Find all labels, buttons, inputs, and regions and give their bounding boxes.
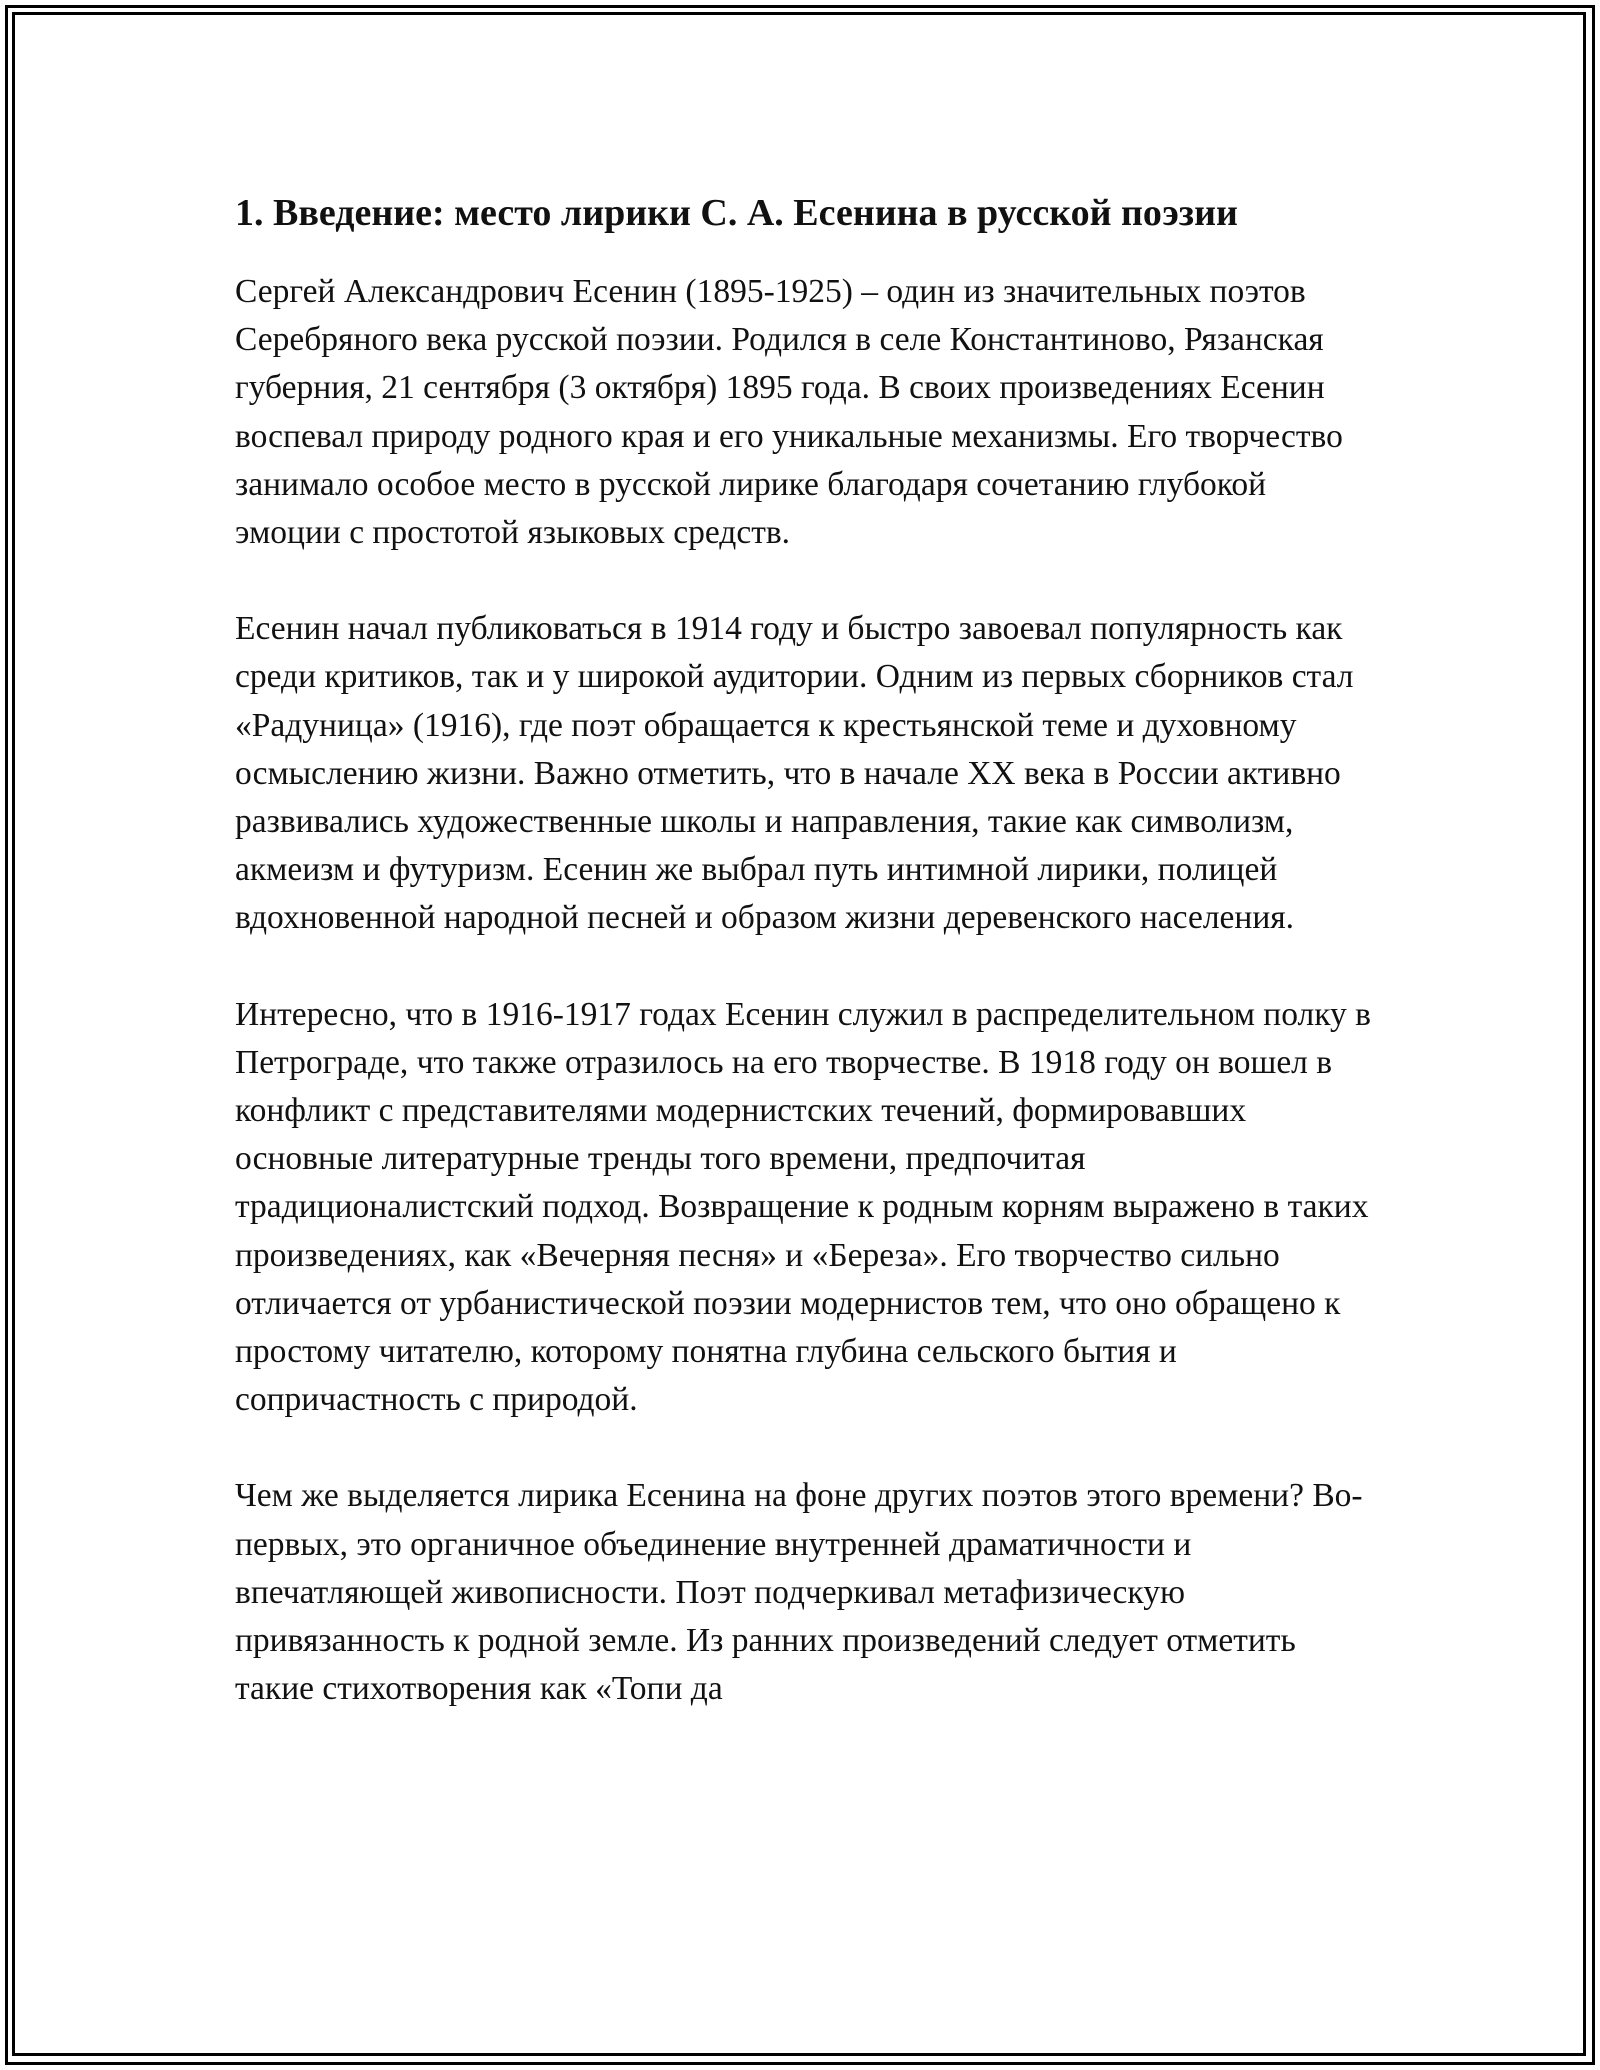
document-page xyxy=(235,188,1375,1761)
paragraph-3: Интересно, что в 1916-1917 годах Есенин служил в распределительном полку в Петрограде, что также отразилось на его творчестве. В 1918 году он вошел в конфликт с представителями модернистских течений, формировавших основные литературные тренды того времени, предпочитая традиционалистский подход. Возвращение к родным корням выражено в таких произведениях, как «Вечерняя песня» и «Береза». Его творчество сильно отличается от урбанистической поэзии модернистов тем, что оно обращено к простому читателю, которому понятна глубина сельского бытия и сопричастность с природой. xyxy=(235,995,1371,1419)
paragraph-4: Чем же выделяется лирика Есенина на фоне других поэтов этого времени? Во-первых, это органичное объединение внутренней драматичности и впечатляющей живописности. Поэт подчеркивал метафизическую привязанность к родной земле. Из ранних произведений следует отметить такие стихотворения как «Топи да xyxy=(235,1477,1363,1708)
paragraph-1: Сергей Александрович Есенин (1895-1925) – один из значительных поэтов Серебряного века русской поэзии. Родился в селе Константиново, Рязанская губерния, 21 сентября (3 октября) 1895 года. В своих произведениях Есенин воспевал природу родного края и его уникальные механизмы. Его творчество занимало особое место в русской лирике благодаря сочетанию глубокой эмоции с простотой языковых средств. xyxy=(235,273,1343,552)
section-heading: 1. Введение: место лирики С. А. Есенина в русской поэзии xyxy=(235,192,1238,234)
paragraph-2: Есенин начал публиковаться в 1914 году и быстро завоевал популярность как среди критиков, так и у широкой аудитории. Одним из первых сборников стал «Радуница» (1916), где поэт обращается к крестьянской теме и духовному осмыслению жизни. Важно отметить, что в начале XX века в России активно развивались художественные школы и направления, такие как символизм, акмеизм и футуризм. Есенин же выбрал путь интимной лирики, полицей вдохновенной народной песней и образом жизни деревенского населения. xyxy=(235,610,1354,937)
